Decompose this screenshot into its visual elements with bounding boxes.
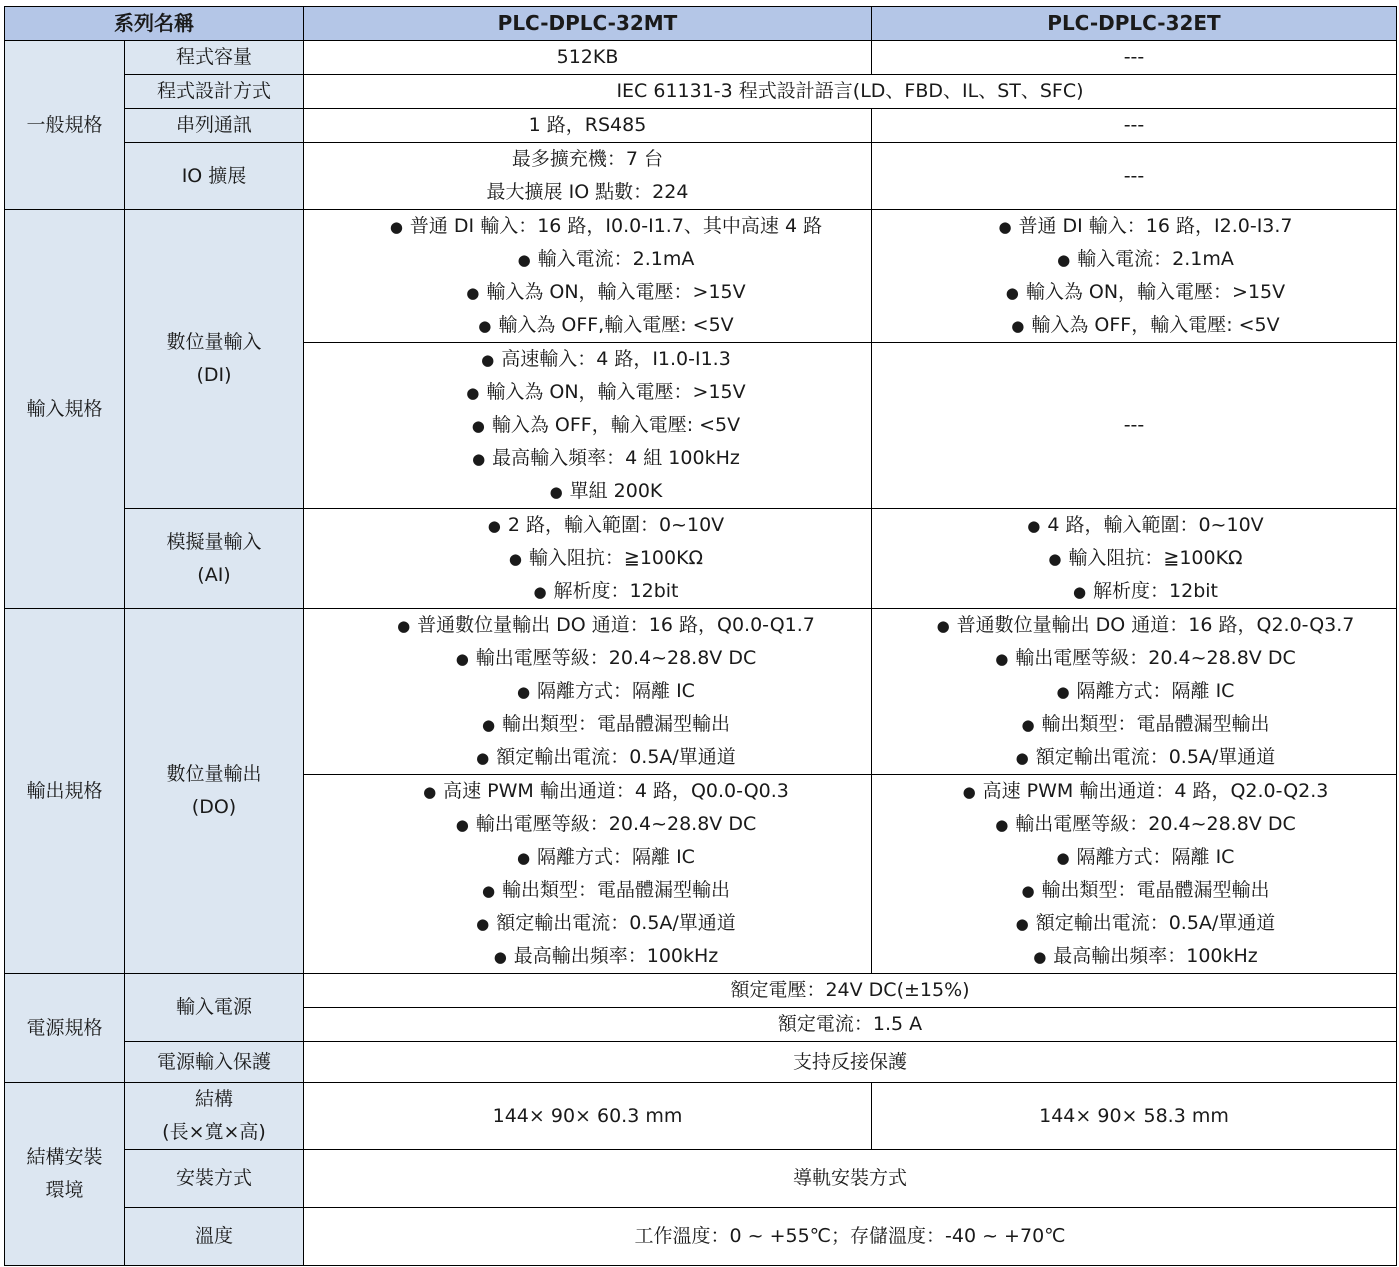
list-item-text: 最高輸出頻率：100kHz (1053, 945, 1258, 967)
list-item-text: 額定輸出電流：0.5A/單通道 (1035, 912, 1276, 934)
bullet-icon: ● (936, 617, 950, 635)
list-item-text: 輸出電壓等級：20.4~28.8V DC (475, 813, 757, 835)
category-input: 輸入規格 (5, 210, 125, 609)
list-item (872, 642, 1396, 675)
value-rated-voltage: 額定電壓：24V DC(±15%) (304, 974, 1397, 1008)
list-item-text: 高速 PWM 輸出通道：4 路，Q2.0-Q2.3 (982, 780, 1329, 802)
row-do-normal (5, 609, 1397, 775)
list-item (872, 874, 1396, 907)
series-label: 系列名稱 (5, 7, 304, 41)
list-item (872, 808, 1396, 841)
row-di-normal (5, 210, 1397, 343)
list-item (304, 609, 871, 642)
bullet-icon: ● (516, 849, 531, 867)
list-item (304, 642, 871, 675)
label-power-protection: 電源輸入保護 (125, 1042, 304, 1083)
value-program-capacity-et: --- (872, 41, 1397, 75)
bullet-icon: ● (1057, 251, 1071, 269)
label-mounting: 安裝方式 (125, 1150, 304, 1208)
list-item (872, 775, 1396, 808)
list-item (872, 708, 1396, 741)
list-item (304, 409, 871, 442)
list-item-text: 輸入電流：2.1mA (537, 248, 695, 270)
bullet-icon: ● (533, 583, 547, 601)
list-item (304, 874, 871, 907)
do-normal-mt (304, 609, 872, 775)
list-item-text: 額定輸出電流：0.5A/單通道 (496, 912, 736, 934)
list-item (304, 343, 871, 376)
value-serial-mt: 1 路，RS485 (304, 109, 872, 143)
value-temperature: 工作溫度：0 ~ +55℃；存儲溫度：-40 ~ +70℃ (304, 1208, 1397, 1266)
list-item (304, 741, 871, 774)
category-power: 電源規格 (5, 974, 125, 1083)
row-dimensions (5, 1083, 1397, 1150)
di-highspeed-mt (304, 343, 872, 509)
list-item (304, 509, 871, 542)
list-item-text: 輸入為 OFF，輸入電壓: <5V (1031, 314, 1280, 336)
bullet-icon: ● (455, 816, 469, 834)
bullet-icon: ● (1027, 517, 1041, 535)
ai-mt (304, 509, 872, 609)
bullet-icon: ● (466, 284, 480, 302)
bullet-icon: ● (508, 550, 522, 568)
list-item-text: 解析度：12bit (553, 580, 679, 602)
bullet-icon: ● (998, 218, 1012, 236)
list-item-text: 輸出電壓等級：20.4~28.8V DC (475, 647, 757, 669)
bullet-icon: ● (995, 650, 1009, 668)
list-item (304, 542, 871, 575)
list-item-text: 最高輸入頻率：4 組 100kHz (492, 447, 740, 469)
list-item-text: 隔離方式：隔離 IC (1076, 846, 1235, 868)
value-programming-method: IEC 61131-3 程式設計語言(LD、FBD、IL、ST、SFC) (304, 75, 1397, 109)
bullet-icon: ● (476, 749, 490, 767)
bullet-icon: ● (455, 650, 469, 668)
di-normal-et (872, 210, 1397, 343)
bullet-icon: ● (1033, 948, 1047, 966)
bullet-list (872, 609, 1396, 774)
bullet-icon: ● (1056, 683, 1070, 701)
list-item (872, 940, 1396, 973)
list-item (304, 575, 871, 608)
row-power-protection (5, 1042, 1397, 1083)
label-programming-method: 程式設計方式 (125, 75, 304, 109)
value-mounting: 導軌安裝方式 (304, 1150, 1397, 1208)
list-item-text: 輸出類型：電晶體漏型輸出 (1041, 713, 1270, 735)
bullet-icon: ● (481, 351, 495, 369)
label-input-power: 輸入電源 (125, 974, 304, 1042)
value-dimensions-et: 144× 90× 58.3 mm (872, 1083, 1397, 1150)
bullet-icon: ● (476, 915, 490, 933)
value-program-capacity-mt: 512KB (304, 41, 872, 75)
row-serial (5, 109, 1397, 143)
list-item (872, 907, 1396, 940)
di-highspeed-et: --- (872, 343, 1397, 509)
bullet-icon: ● (471, 417, 485, 435)
label-do: 數位量輸出 (DO) (125, 609, 304, 974)
bullet-list (872, 775, 1396, 973)
model-et-header: PLC-DPLC-32ET (872, 7, 1397, 41)
list-item (304, 442, 871, 475)
row-io-expansion (5, 143, 1397, 210)
list-item-text: 高速 PWM 輸出通道：4 路，Q0.0-Q0.3 (443, 780, 789, 802)
bullet-icon: ● (1048, 550, 1062, 568)
bullet-icon: ● (1015, 915, 1029, 933)
list-item (304, 376, 871, 409)
category-general: 一般規格 (5, 41, 125, 210)
list-item-text: 隔離方式：隔離 IC (537, 846, 695, 868)
list-item-text: 輸入為 OFF，輸入電壓: <5V (491, 414, 741, 436)
bullet-icon: ● (1015, 749, 1029, 767)
di-normal-mt (304, 210, 872, 343)
list-item (872, 675, 1396, 708)
list-item-text: 2 路，輸入範圍：0~10V (507, 514, 725, 536)
category-output: 輸出規格 (5, 609, 125, 974)
bullet-icon: ● (389, 218, 403, 236)
list-item (304, 907, 871, 940)
list-item (304, 309, 871, 342)
row-program-capacity (5, 41, 1397, 75)
bullet-icon: ● (549, 483, 563, 501)
list-item-text: 輸入為 ON，輸入電壓：>15V (486, 281, 746, 303)
bullet-icon: ● (517, 251, 531, 269)
header-row (5, 7, 1397, 41)
bullet-list (304, 775, 871, 973)
row-power-voltage (5, 974, 1397, 1008)
list-item (872, 841, 1396, 874)
bullet-icon: ● (493, 948, 507, 966)
list-item (872, 575, 1396, 608)
bullet-icon: ● (481, 716, 496, 734)
bullet-icon: ● (1072, 583, 1087, 601)
bullet-icon: ● (466, 384, 480, 402)
row-temperature (5, 1208, 1397, 1266)
bullet-icon: ● (397, 617, 411, 635)
list-item-text: 普通 DI 輸入：16 路，I2.0-I3.7 (1018, 215, 1293, 237)
list-item-text: 輸出類型：電晶體漏型輸出 (501, 879, 730, 901)
row-programming-method (5, 75, 1397, 109)
list-item (872, 276, 1396, 309)
value-dimensions-mt: 144× 90× 60.3 mm (304, 1083, 872, 1150)
list-item-text: 普通數位量輸出 DO 通道：16 路，Q0.0-Q1.7 (417, 614, 815, 636)
bullet-icon: ● (478, 317, 492, 335)
list-item-text: 輸出類型：電晶體漏型輸出 (1041, 879, 1270, 901)
value-io-expansion-et: --- (872, 143, 1397, 210)
list-item (304, 775, 871, 808)
list-item-text: 單組 200K (569, 480, 663, 502)
io-expansion-line: 最多擴充機：7 台 (511, 148, 664, 170)
list-item (304, 808, 871, 841)
list-item-text: 輸入電流：2.1mA (1077, 248, 1234, 270)
list-item-text: 額定輸出電流：0.5A/單通道 (1035, 746, 1276, 768)
bullet-icon: ● (423, 783, 437, 801)
list-item-text: 輸入阻抗：≧100KΩ (1068, 547, 1243, 569)
bullet-icon: ● (516, 683, 531, 701)
list-item-text: 輸出類型：電晶體漏型輸出 (501, 713, 730, 735)
list-item-text: 普通數位量輸出 DO 通道：16 路，Q2.0-Q3.7 (956, 614, 1355, 636)
bullet-icon: ● (481, 882, 496, 900)
bullet-list (304, 609, 871, 774)
list-item-text: 普通 DI 輸入：16 路，I0.0-I1.7、其中高速 4 路 (409, 215, 823, 237)
bullet-icon: ● (1021, 716, 1035, 734)
list-item (304, 276, 871, 309)
ai-et (872, 509, 1397, 609)
list-item (304, 210, 871, 243)
list-item (872, 210, 1396, 243)
list-item-text: 輸入為 ON，輸入電壓：>15V (1025, 281, 1286, 303)
bullet-icon: ● (1011, 317, 1025, 335)
list-item-text: 額定輸出電流：0.5A/單通道 (496, 746, 736, 768)
list-item-text: 高速輸入：4 路，I1.0-I1.3 (501, 348, 731, 370)
list-item (872, 609, 1396, 642)
list-item-text: 輸入為 ON，輸入電壓：>15V (486, 381, 746, 403)
list-item-text: 輸入阻抗：≧100KΩ (528, 547, 704, 569)
list-item-text: 最高輸出頻率：100kHz (513, 945, 719, 967)
value-rated-current: 額定電流：1.5 A (304, 1008, 1397, 1042)
list-item-text: 隔離方式：隔離 IC (1076, 680, 1235, 702)
bullet-icon: ● (487, 517, 501, 535)
value-serial-et: --- (872, 109, 1397, 143)
bullet-icon: ● (995, 816, 1009, 834)
list-item-text: 4 路，輸入範圍：0~10V (1047, 514, 1264, 536)
label-program-capacity: 程式容量 (125, 41, 304, 75)
bullet-list (304, 509, 871, 608)
list-item (304, 940, 871, 973)
io-expansion-line: 最大擴展 IO 點數：224 (486, 181, 689, 203)
label-io-expansion: IO 擴展 (125, 143, 304, 210)
model-mt-header: PLC-DPLC-32MT (304, 7, 872, 41)
list-item (872, 741, 1396, 774)
list-item-text: 隔離方式：隔離 IC (537, 680, 695, 702)
row-mounting (5, 1150, 1397, 1208)
do-normal-et (872, 609, 1397, 775)
list-item-text: 解析度：12bit (1093, 580, 1218, 602)
row-ai (5, 509, 1397, 609)
bullet-icon: ● (1021, 882, 1035, 900)
bullet-icon: ● (1005, 284, 1019, 302)
list-item-text: 輸出電壓等級：20.4~28.8V DC (1015, 813, 1296, 835)
bullet-list (304, 343, 871, 508)
bullet-icon: ● (1056, 849, 1070, 867)
list-item (872, 509, 1396, 542)
label-temperature: 溫度 (125, 1208, 304, 1266)
value-power-protection: 支持反接保護 (304, 1042, 1397, 1083)
list-item (304, 475, 871, 508)
bullet-list (872, 509, 1396, 608)
label-serial: 串列通訊 (125, 109, 304, 143)
label-di: 數位量輸入 (DI) (125, 210, 304, 509)
list-item-text: 輸出電壓等級：20.4~28.8V DC (1015, 647, 1296, 669)
spec-table (4, 6, 1397, 1266)
list-item (304, 243, 871, 276)
list-item (872, 542, 1396, 575)
list-item (304, 708, 871, 741)
bullet-icon: ● (472, 450, 486, 468)
label-dimensions: 結構 (長×寬×高) (125, 1083, 304, 1150)
list-item (304, 841, 871, 874)
list-item (304, 675, 871, 708)
value-io-expansion-mt (304, 143, 872, 210)
list-item (872, 243, 1396, 276)
do-pwm-et (872, 775, 1397, 974)
do-pwm-mt (304, 775, 872, 974)
list-item-text: 輸入為 OFF,輸入電壓: <5V (498, 314, 734, 336)
bullet-list (872, 210, 1396, 342)
bullet-list (304, 210, 871, 342)
label-ai: 模擬量輸入 (AI) (125, 509, 304, 609)
list-item (872, 309, 1396, 342)
category-structure: 結構安裝 環境 (5, 1083, 125, 1266)
bullet-icon: ● (962, 783, 976, 801)
